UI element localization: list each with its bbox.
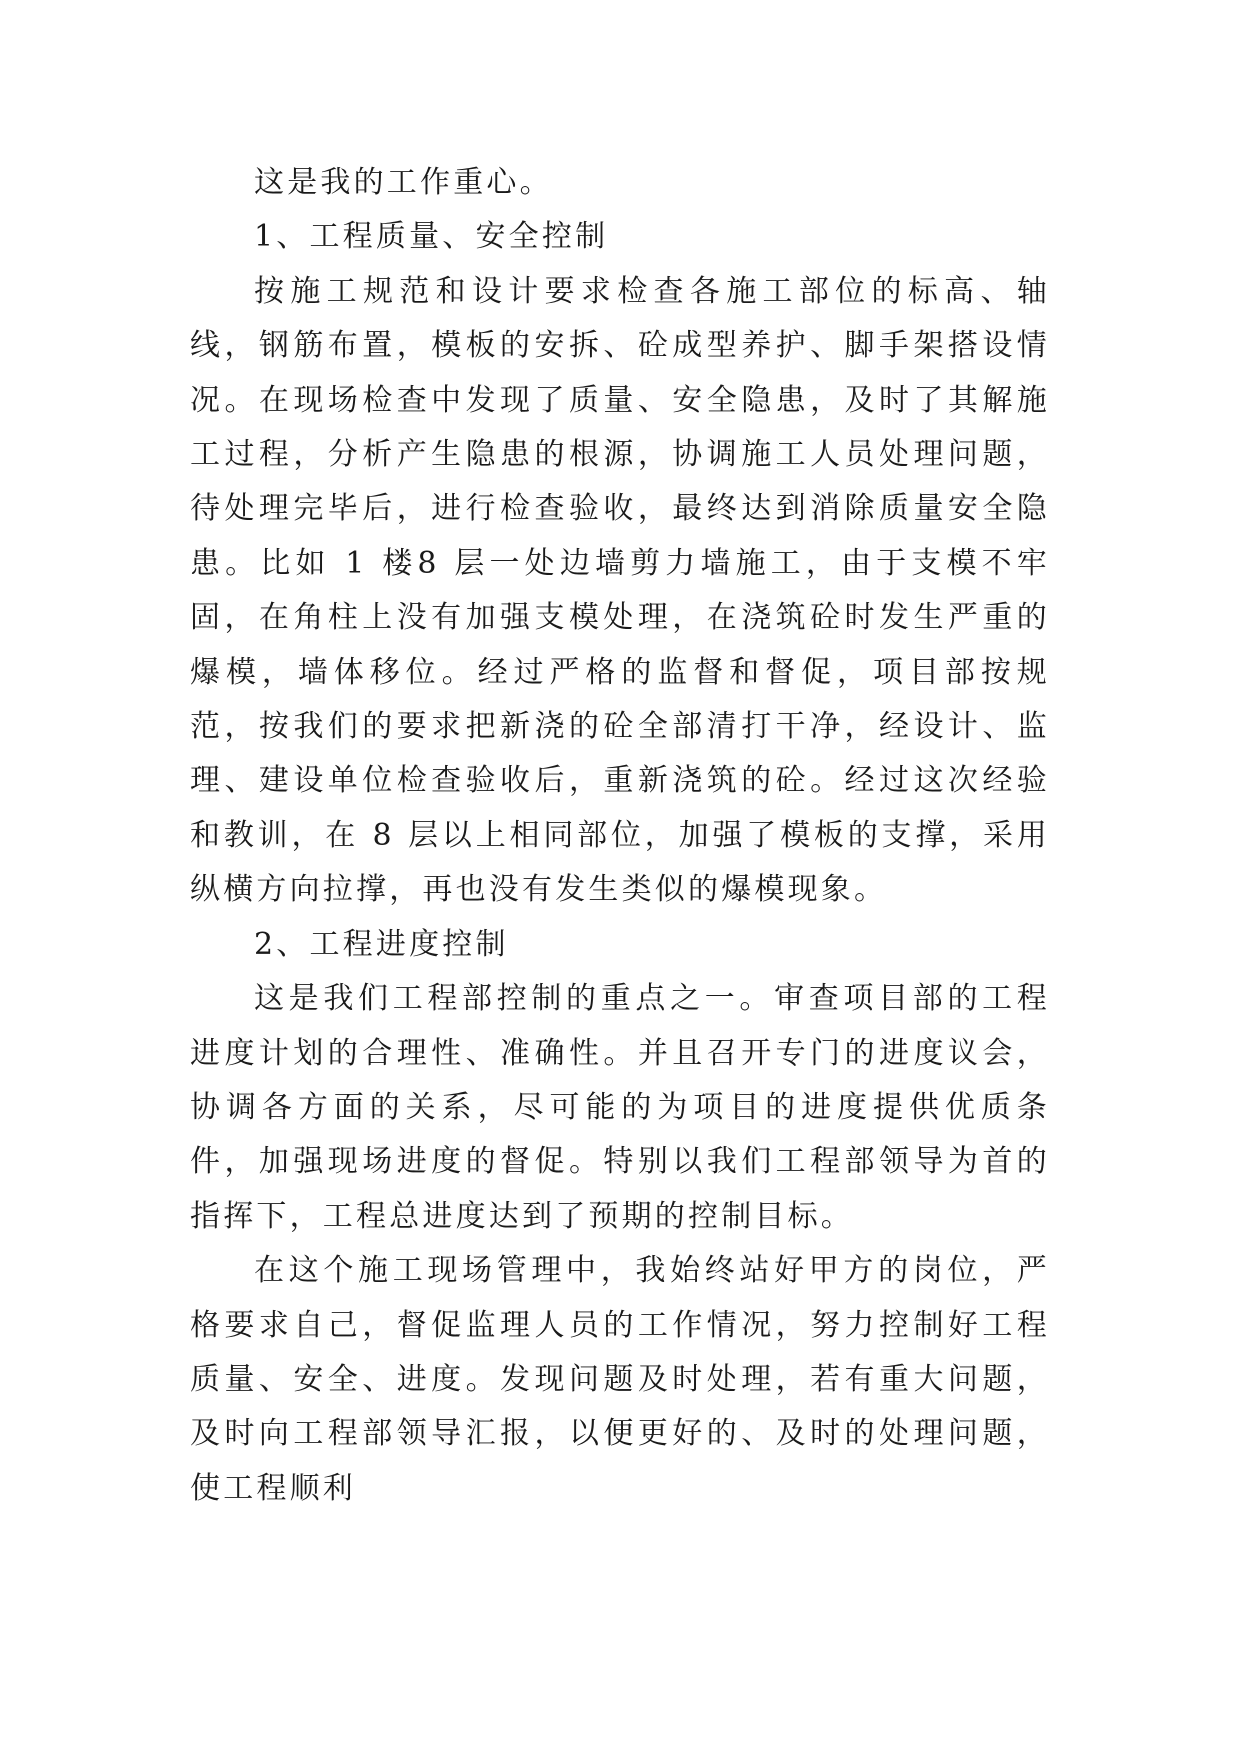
paragraph: 在这个施工现场管理中，我始终站好甲方的岗位，严格要求自己，督促监理人员的工作情况，努力控制好工程质量、安全、进度。发现问题及时处理，若有重大问题，及时向工程部领导汇报，以便更好的、及时的处理问题，使工程顺利 (190, 1253, 1050, 1506)
paragraph: 这是我们工程部控制的重点之一。审查项目部的工程进度计划的合理性、准确性。并且召开专门的进度议会，协调各方面的关系，尽可能的为项目的进度提供优质条件，加强现场进度的督促。特别以我们工程部领导为首的指挥下，工程总进度达到了预期的控制目标。 (190, 981, 1050, 1234)
section-heading: 2、工程进度控制 (254, 926, 509, 962)
paragraph: 按施工规范和设计要求检查各施工部位的标高、轴线，钢筋布置，模板的安拆、砼成型养护、脚手架搭设情况。在现场检查中发现了质量、安全隐患，及时了其解施工过程，分析产生隐患的根源，协调施工人员处理问题，待处理完毕后，进行检查验收，最终达到消除质量安全隐患。比如 1 楼8 层一处边墙剪力墙施工，由于支模不牢固，在角柱上没有加强支模处理，在浇筑砼时发生严重的爆模，墙体移位。经过严格的监督和督促，项目部按规范，按我们的要求把新浇的砼全部清打干净，经设计、监理、建设单位检查验收后，重新浇筑的砼。经过这次经验和教训，在 8 层以上相同部位，加强了模板的支撑，采用纵横方向拉撑，再也没有发生类似的爆模现象。 (190, 273, 1050, 908)
document-body (190, 156, 1050, 1516)
section-heading: 1、工程质量、安全控制 (254, 219, 609, 255)
paragraph: 这是我的工作重心。 (254, 165, 553, 200)
